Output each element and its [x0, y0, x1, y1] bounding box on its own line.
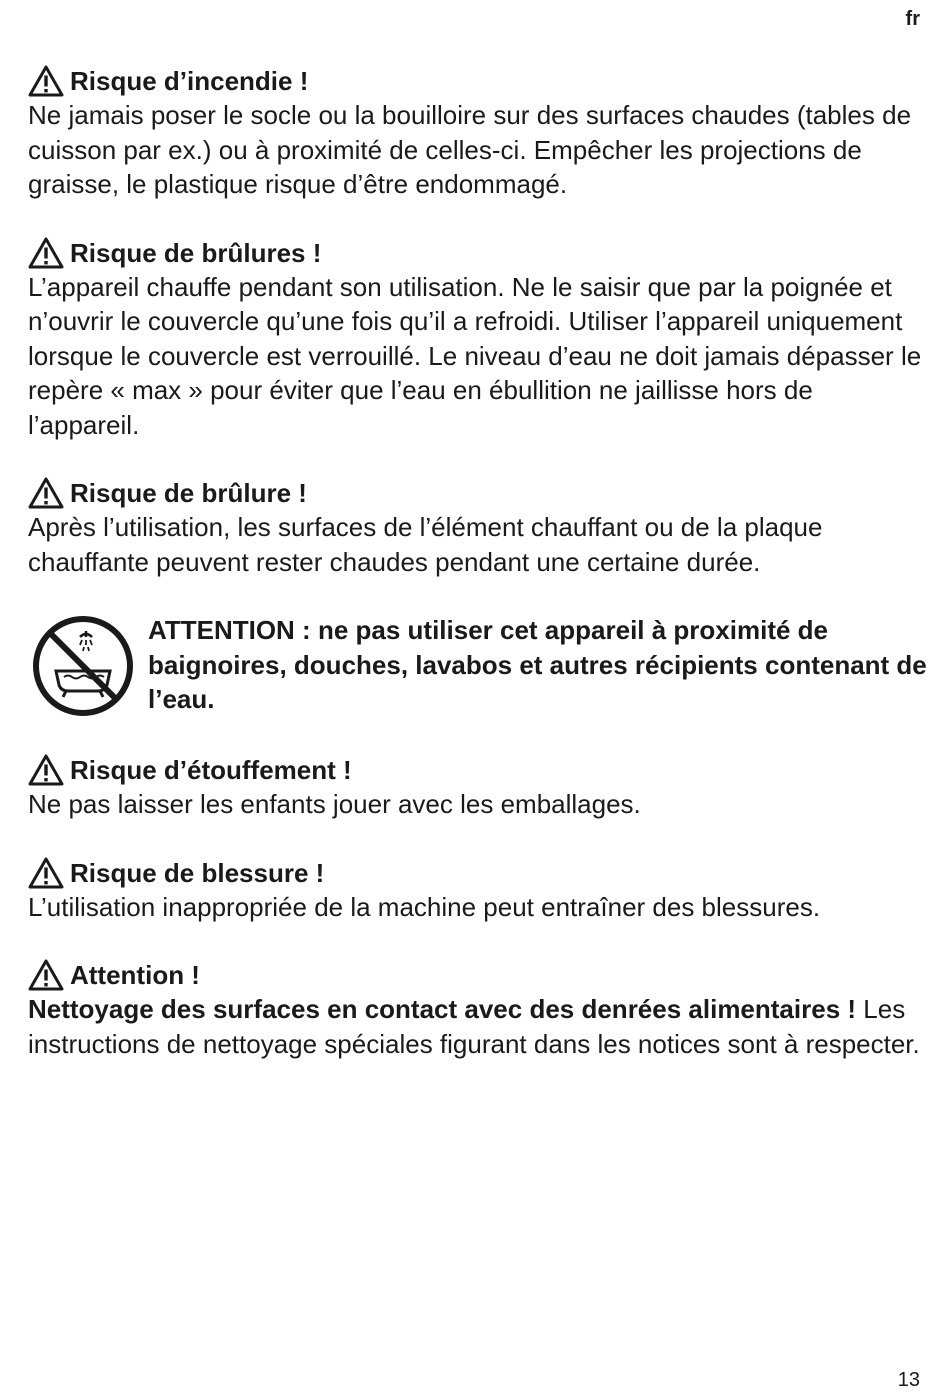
page-number: 13	[897, 1369, 920, 1391]
warning-triangle-icon	[28, 754, 64, 786]
language-code: fr	[905, 8, 920, 30]
section-body	[28, 992, 928, 1061]
warning-triangle-icon	[28, 857, 64, 889]
no-bath-shower-icon	[30, 613, 136, 719]
section-title: Risque de brûlure !	[70, 478, 307, 508]
burn-risk-section	[28, 476, 928, 579]
section-body-regular: Les instructions de nettoyage spéciales figurant dans les notices sont à respecter.	[28, 994, 920, 1059]
warning-triangle-icon	[28, 237, 64, 269]
warning-triangle-icon	[28, 477, 64, 509]
section-heading	[28, 753, 928, 787]
section-heading	[28, 476, 928, 510]
fire-risk-section	[28, 64, 928, 202]
section-heading	[28, 856, 928, 890]
cleaning-attention-section	[28, 958, 928, 1061]
injury-risk-section	[28, 856, 928, 925]
suffocation-risk-section	[28, 753, 928, 822]
section-body: Ne pas laisser les enfants jouer avec les emballages.	[28, 789, 641, 819]
section-body: L’utilisation inappropriée de la machine peut entraîner des blessures.	[28, 891, 821, 922]
section-heading	[28, 958, 928, 992]
warning-triangle-icon	[28, 65, 64, 97]
safety-instructions	[28, 64, 928, 1095]
water-proximity-notice	[28, 613, 928, 719]
section-heading	[28, 236, 928, 270]
section-title: Risque de blessure !	[70, 857, 325, 888]
section-title: Risque d’étouffement !	[70, 755, 352, 785]
section-title: Attention !	[70, 960, 200, 990]
section-body: L’appareil chauffe pendant son utilisation. Ne le saisir que par la poignée et n’ouvrir le couvercle qu’une fois qu’il a refroidi. Utiliser l’appareil uniquement lorsque le couvercle est verrouillé. Le niveau d’eau ne doit jamais dépasser le repère « max » pour éviter que l’eau en ébullition ne jaillisse hors de l’appareil.	[28, 271, 922, 440]
section-body: Après l’utilisation, les surfaces de l’élément chauffant ou de la plaque chauffante peuvent rester chaudes pendant une certaine durée.	[28, 512, 823, 577]
section-title: Risque de brûlures !	[70, 237, 322, 268]
burns-risk-section	[28, 236, 928, 443]
section-heading	[28, 64, 928, 98]
attention-text: ATTENTION : ne pas utiliser cet appareil à proximité de baignoires, douches, lavabos et autres récipients contenant de l’eau.	[148, 615, 927, 714]
section-body-bold: Nettoyage des surfaces en contact avec des denrées alimentaires !	[28, 994, 857, 1024]
section-title: Risque d’incendie !	[70, 66, 309, 96]
section-body: Ne jamais poser le socle ou la bouilloire sur des surfaces chaudes (tables de cuisson par ex.) ou à proximité de celles-ci. Empêcher les projections de graisse, le plastique risque d’être endommagé.	[28, 100, 912, 199]
warning-triangle-icon	[28, 959, 64, 991]
